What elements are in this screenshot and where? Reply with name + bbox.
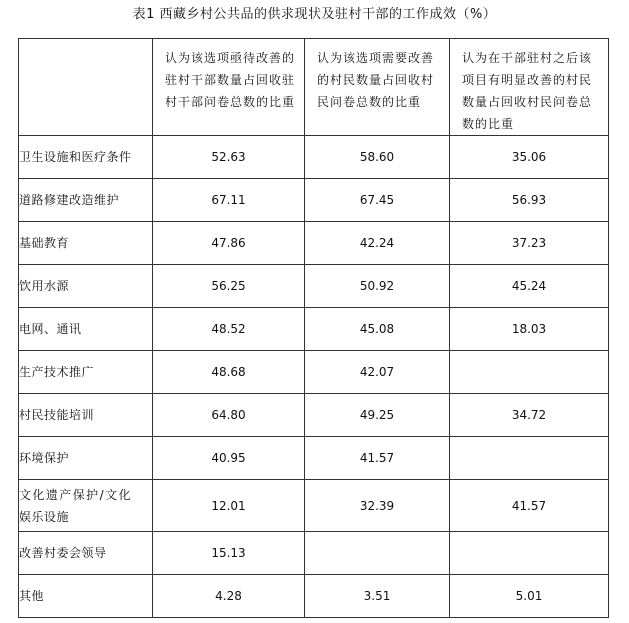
- table-row: [19, 575, 609, 618]
- row-label: 卫生设施和医疗条件: [19, 136, 153, 179]
- cell-value: 4.28: [153, 575, 305, 618]
- row-label: 电网、通讯: [19, 308, 153, 351]
- table-row: [19, 265, 609, 308]
- table-row: [19, 532, 609, 575]
- cell-value: 41.57: [305, 437, 450, 480]
- cell-value: 67.11: [153, 179, 305, 222]
- cell-value: 45.24: [450, 265, 609, 308]
- cell-value: 56.25: [153, 265, 305, 308]
- row-label: 文化遗产保护/文化娱乐设施: [19, 480, 153, 532]
- cell-value: 64.80: [153, 394, 305, 437]
- cell-value: 34.72: [450, 394, 609, 437]
- cell-value: [450, 532, 609, 575]
- row-label: 生产技术推广: [19, 351, 153, 394]
- cell-value: 32.39: [305, 480, 450, 532]
- header-villager-needs-text: 认为该选项需要改善的村民数量占回收村民问卷总数的比重: [317, 51, 435, 109]
- table-row: [19, 136, 609, 179]
- cell-value: 15.13: [153, 532, 305, 575]
- cell-value: 45.08: [305, 308, 450, 351]
- cell-value: 5.01: [450, 575, 609, 618]
- cell-value: 50.92: [305, 265, 450, 308]
- row-label: 其他: [19, 575, 153, 618]
- cell-value: 37.23: [450, 222, 609, 265]
- cell-value: 48.52: [153, 308, 305, 351]
- table-row: [19, 351, 609, 394]
- cell-value: [450, 351, 609, 394]
- header-cell-cadre-needs: [153, 39, 305, 136]
- header-cell-item: [19, 39, 153, 136]
- row-label: 村民技能培训: [19, 394, 153, 437]
- table-row: [19, 394, 609, 437]
- row-label: 饮用水源: [19, 265, 153, 308]
- cell-value: 58.60: [305, 136, 450, 179]
- cell-value: 41.57: [450, 480, 609, 532]
- header-cell-improvement: [450, 39, 609, 136]
- data-table: [18, 38, 609, 618]
- cell-value: 12.01: [153, 480, 305, 532]
- cell-value: 42.24: [305, 222, 450, 265]
- table-row: [19, 480, 609, 532]
- cell-value: 35.06: [450, 136, 609, 179]
- cell-value: [305, 532, 450, 575]
- cell-value: 67.45: [305, 179, 450, 222]
- header-improvement-text: 认为在干部驻村之后该项目有明显改善的村民数量占回收村民问卷总数的比重: [462, 51, 593, 131]
- cell-value: 49.25: [305, 394, 450, 437]
- header-cell-villager-needs: [305, 39, 450, 136]
- header-cadre-needs-text: 认为该选项亟待改善的驻村干部数量占回收驻村干部问卷总数的比重: [165, 51, 296, 109]
- row-label: 环境保护: [19, 437, 153, 480]
- cell-value: 48.68: [153, 351, 305, 394]
- cell-value: 47.86: [153, 222, 305, 265]
- table-row: [19, 179, 609, 222]
- cell-value: 18.03: [450, 308, 609, 351]
- cell-value: 52.63: [153, 136, 305, 179]
- table-row: [19, 437, 609, 480]
- header-row: [19, 39, 609, 136]
- table-row: [19, 308, 609, 351]
- cell-value: 56.93: [450, 179, 609, 222]
- table-caption: 表1 西藏乡村公共品的供求现状及驻村干部的工作成效（%）: [132, 7, 497, 22]
- row-label: 改善村委会领导: [19, 532, 153, 575]
- cell-value: [450, 437, 609, 480]
- row-label: 基础教育: [19, 222, 153, 265]
- cell-value: 3.51: [305, 575, 450, 618]
- row-label: 道路修建改造维护: [19, 179, 153, 222]
- cell-value: 40.95: [153, 437, 305, 480]
- cell-value: 42.07: [305, 351, 450, 394]
- table-row: [19, 222, 609, 265]
